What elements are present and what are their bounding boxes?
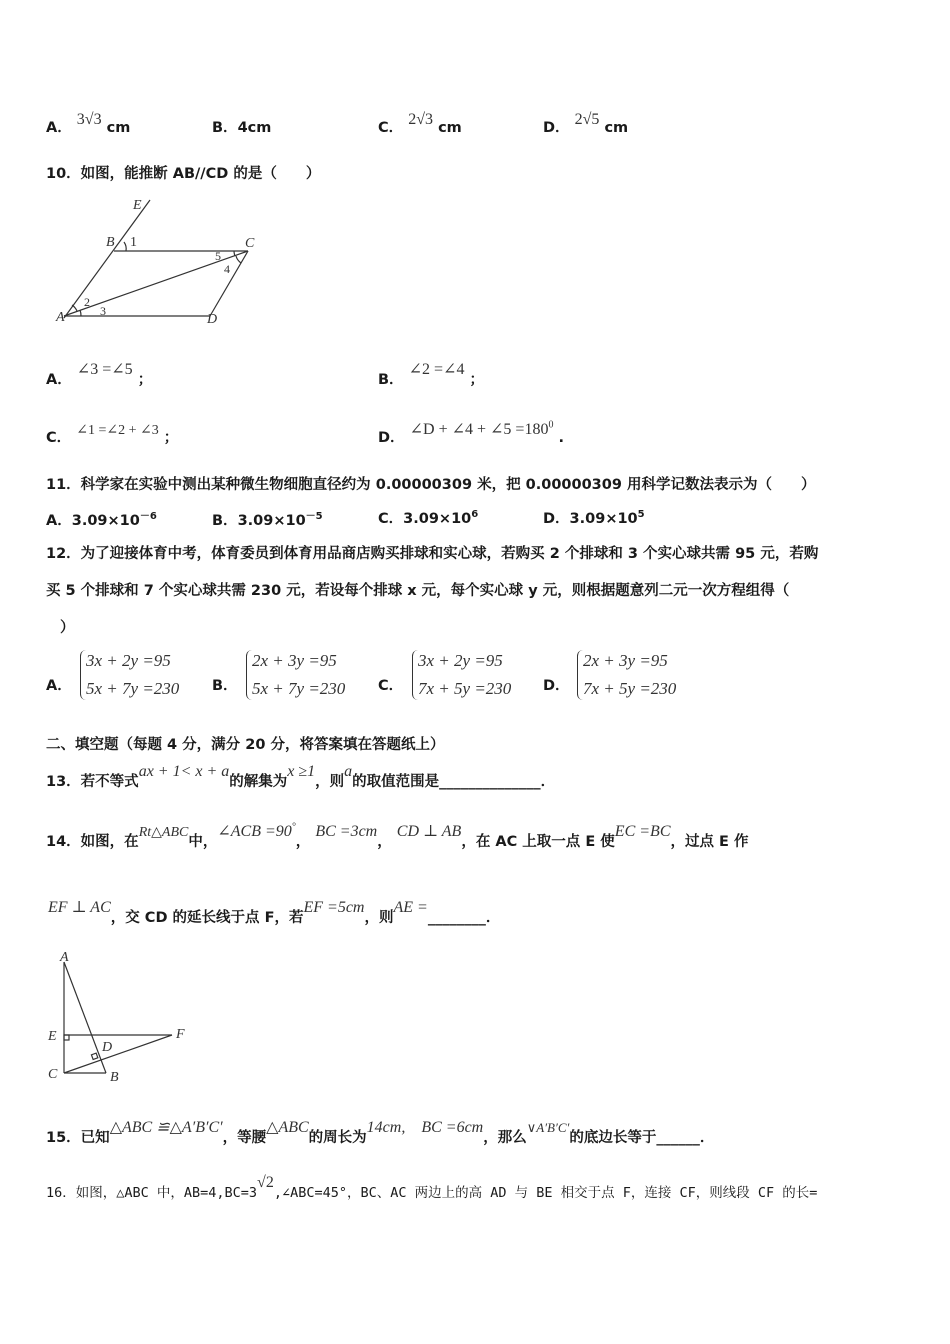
label-C: C [245, 236, 255, 251]
angle-4-arc [236, 256, 241, 263]
right-angle-D [91, 1053, 97, 1059]
q10-option-c: C． ∠1 =∠2 + ∠3 ； [46, 423, 179, 446]
q13: 13．若不等式ax + 1< x + a的解集为x ≥1，则a的取值范围是______________． [46, 763, 556, 790]
label-C: C [48, 1067, 58, 1082]
q12-option-a-system: 3x + 2y =95 5x + 7y =230 [86, 651, 180, 698]
q12-option-c-label: C． [378, 678, 404, 694]
label-1: 1 [130, 235, 137, 250]
label-4: 4 [224, 262, 230, 276]
q12-option-d-label: D． [543, 678, 570, 694]
label-B: B [106, 235, 115, 250]
q9-option-b: B．4cm [212, 120, 272, 136]
right-angle-E [64, 1035, 69, 1040]
label-2: 2 [84, 295, 90, 309]
line-AB [64, 962, 106, 1073]
label-3: 3 [100, 304, 106, 318]
q14-line1: 14．如图，在Rt△ABC中，∠ACB =90°， BC =3cm， CD ⊥ AB，在 AC 上取一点 E 使EC =BC，过点 E 作 [46, 821, 749, 850]
label-A: A [56, 310, 65, 325]
q11-option-d: D．$3.09\times 10^5$ [543, 509, 645, 527]
label-5: 5 [215, 249, 221, 263]
q15: 15．已知△ABC ≌△A′B′C′，等腰△ABC的周长为14cm, BC =6cm，那么∨A′B′C′的底边长等于______． [46, 1119, 715, 1146]
section-heading: 二、填空题（每题 4 分，满分 20 分，将答案填在答题纸上） [46, 737, 445, 753]
label-F: F [176, 1027, 185, 1042]
q10-stem: 10．如图，能推断 AB//CD 的是（ ） [46, 166, 321, 182]
line-CF [64, 1035, 172, 1073]
q12-stem-line1: 12．为了迎接体育中考，体育委员到体育用品商店购买排球和实心球，若购买 2 个排球和 3 个实心球共需 95 元，若购 [46, 546, 819, 562]
q12-option-d-system: 2x + 3y =95 7x + 5y =230 [583, 651, 677, 698]
q9-option-d: D． 2√5 cm [543, 111, 629, 136]
label-A: A [60, 950, 69, 965]
q11-option-a: A．$3.09\times 10^{-6}$ [46, 511, 157, 529]
q10-option-a: A． ∠3 =∠5 ； [46, 361, 153, 388]
q10-option-d: D． ∠D + ∠4 + ∠5 $=180^0$ . [378, 419, 565, 446]
angle-5-arc [234, 251, 235, 256]
label-B: B [110, 1070, 119, 1085]
q9-option-c: C． 2√3 cm [378, 111, 462, 136]
angle-2-arc [72, 305, 77, 311]
q10-option-b: B． ∠2 =∠4 ； [378, 361, 485, 388]
q11-option-b: B．$3.09\times 10^{-5}$ [212, 511, 323, 529]
q9-option-a: A． 3√3 cm [46, 111, 131, 136]
q12-option-b-system: 2x + 3y =95 5x + 7y =230 [252, 651, 346, 698]
q14-figure [44, 948, 204, 1088]
angle-3-arc [80, 310, 81, 316]
q12-stem-line2: 买 5 个排球和 7 个实心球共需 230 元，若设每个排球 x 元，每个实心球 y 元，则根据题意列二元一次方程组得（ [46, 583, 790, 599]
q12-option-c-system: 3x + 2y =95 7x + 5y =230 [418, 651, 512, 698]
q12-option-b-label: B． [212, 678, 238, 694]
q12-stem-line3: ） [60, 620, 75, 636]
q11-stem: 11．科学家在实验中测出某种微生物细胞直径约为 0.00000309 米，把 0.00000309 用科学记数法表示为（ ） [46, 477, 816, 493]
q12-option-a-label: A． [46, 678, 72, 694]
label-E: E [133, 198, 142, 213]
label-D: D [207, 312, 218, 327]
q16: 16．如图，△ABC 中，AB=4,BC=3√2,∠ABC=45°，BC、AC 两边上的高 AD 与 BE 相交于点 F，连接 CF，则线段 CF 的长= [46, 1174, 818, 1201]
label-E: E [48, 1029, 57, 1044]
q11-option-c: C．$3.09\times 10^6$ [378, 509, 479, 527]
q14-line2: EF ⊥ AC，交 CD 的延长线于点 F，若EF =5cm，则AE =________． [48, 899, 501, 926]
angle-1-arc [124, 242, 126, 251]
q10-figure [52, 194, 272, 330]
label-D: D [102, 1040, 113, 1055]
